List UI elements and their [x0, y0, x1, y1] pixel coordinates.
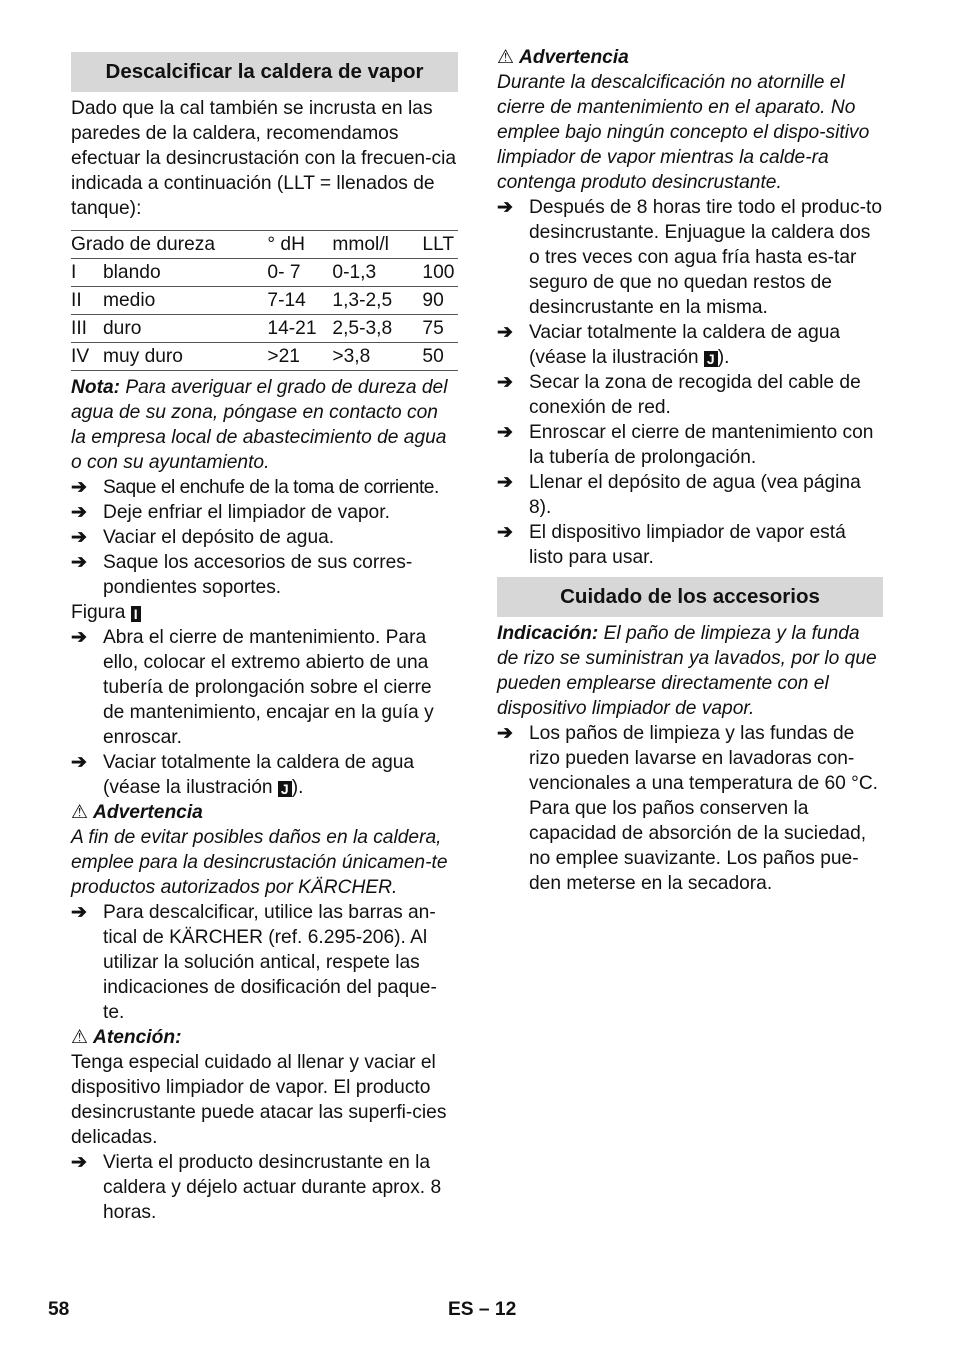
- section-heading-accessories: Cuidado de los accesorios: [497, 577, 883, 617]
- step-text: Llenar el depósito de agua (vea página 8).: [529, 472, 861, 518]
- hardness-table: [71, 230, 458, 371]
- warning-heading: [71, 800, 458, 825]
- step-text: Vaciar totalmente la caldera de agua (véase la ilustración: [529, 322, 841, 368]
- table-cell: >21: [267, 343, 332, 371]
- header-grado: Grado de dureza: [71, 231, 267, 259]
- arrow-icon: ➔: [497, 472, 514, 493]
- table-cell: 90: [422, 287, 458, 315]
- table-cell: >3,8: [332, 343, 422, 371]
- warning-icon: ⚠: [497, 47, 515, 68]
- step-text: Saque el enchufe de la toma de corriente.: [103, 477, 439, 498]
- arrow-icon: ➔: [497, 723, 514, 744]
- arrow-icon: ➔: [497, 422, 514, 443]
- table-row: [71, 259, 458, 287]
- table-header-row: [71, 231, 458, 259]
- list-item: [71, 500, 458, 525]
- table-cell: 50: [422, 343, 458, 371]
- list-item: [71, 475, 458, 500]
- arrow-icon: ➔: [71, 502, 88, 523]
- table-row: [71, 315, 458, 343]
- figura-line: [71, 600, 458, 625]
- table-cell: blando: [103, 259, 267, 287]
- arrow-icon: ➔: [71, 1152, 88, 1173]
- table-cell: medio: [103, 287, 267, 315]
- list-item: [497, 370, 883, 420]
- header-mmol: mmol/l: [332, 231, 422, 259]
- step-text: Para descalcificar, utilice las barras an-tical de KÄRCHER (ref. 6.295-206). Al utilizar la solución antical, respete las indicaciones de dosificación del paque-te.: [103, 902, 437, 1023]
- list-item: [497, 721, 883, 896]
- warning-text: A fin de evitar posibles daños en la caldera, emplee para la desincrustación únicamen-te productos autorizados por KÄRCHER.: [71, 827, 448, 898]
- step-text: Después de 8 horas tire todo el produc-to desincrustante. Enjuague la caldera dos o tres veces con agua fría hasta es-tar seguro de que no quedan restos de desincrustante en la misma.: [529, 197, 883, 318]
- step-text: Enroscar el cierre de mantenimiento con la tubería de prolongación.: [529, 422, 874, 468]
- attention-text: Tenga especial cuidado al llenar y vaciar el dispositivo limpiador de vapor. El producto desincrustante puede atacar las superfi-cies delicadas.: [71, 1052, 447, 1148]
- attention-title: Atención:: [93, 1027, 182, 1048]
- table-row: [71, 287, 458, 315]
- table-cell: II: [71, 287, 103, 315]
- step-text: Vaciar el depósito de agua.: [103, 527, 335, 548]
- indicacion-paragraph: [497, 621, 883, 721]
- arrow-icon: ➔: [497, 372, 514, 393]
- list-item: [71, 1150, 458, 1225]
- list-item: [497, 195, 883, 320]
- arrow-icon: ➔: [497, 322, 514, 343]
- list-item: [71, 750, 458, 800]
- list-item: [497, 470, 883, 520]
- table-row: [71, 343, 458, 371]
- table-cell: 0- 7: [267, 259, 332, 287]
- table-cell: 75: [422, 315, 458, 343]
- step-text: Secar la zona de recogida del cable de conexión de red.: [529, 372, 861, 418]
- step-text: Los paños de limpieza y las fundas de rizo pueden lavarse en lavadoras con-vencionales a una temperatura de 60 °C. Para que los paños conserven la capacidad de absorción de la suciedad, no emplee suavizante. Los paños pue-den meterse en la secadora.: [529, 723, 879, 894]
- list-item: [497, 520, 883, 570]
- warning-title: Advertencia: [519, 47, 629, 68]
- warning-icon: ⚠: [71, 802, 89, 823]
- step-text: Abra el cierre de mantenimiento. Para ello, colocar el extremo abierto de una tubería de prolongación sobre el cierre de mantenimiento, encajar en la guía y enroscar.: [103, 627, 434, 748]
- table-cell: duro: [103, 315, 267, 343]
- list-item: [497, 320, 883, 370]
- attention-heading: [71, 1025, 458, 1050]
- list-item: [497, 420, 883, 470]
- arrow-icon: ➔: [71, 902, 88, 923]
- step-text: El dispositivo limpiador de vapor está listo para usar.: [529, 522, 846, 568]
- arrow-icon: ➔: [497, 197, 514, 218]
- list-item: [71, 900, 458, 1025]
- header-dh: ° dH: [267, 231, 332, 259]
- table-cell: III: [71, 315, 103, 343]
- figura-label: Figura: [71, 602, 126, 623]
- figure-ref-badge: J: [278, 781, 292, 797]
- step-text: Deje enfriar el limpiador de vapor.: [103, 502, 390, 523]
- section-footer: ES – 12: [448, 1299, 517, 1320]
- step-text-end: ).: [291, 777, 304, 798]
- nota-text: Para averiguar el grado de dureza del agua de su zona, póngase en contacto con la empresa local de abastecimiento de agua o con su ayuntamiento.: [71, 377, 448, 473]
- step-text-end: ).: [717, 347, 730, 368]
- arrow-icon: ➔: [497, 522, 514, 543]
- indicacion-text: El paño de limpieza y la funda de rizo se suministran ya lavados, por lo que pueden emplearse directamente con el dispositivo limpiador de vapor.: [497, 623, 877, 719]
- step-text: Vierta el producto desincrustante en la caldera y déjelo actuar durante aprox. 8 horas.: [103, 1152, 442, 1223]
- table-cell: IV: [71, 343, 103, 371]
- list-item: [71, 525, 458, 550]
- table-cell: 7-14: [267, 287, 332, 315]
- arrow-icon: ➔: [71, 477, 88, 498]
- table-cell: 1,3-2,5: [332, 287, 422, 315]
- step-text: Vaciar totalmente la caldera de agua (véase la ilustración: [103, 752, 415, 798]
- left-column: [71, 52, 458, 1225]
- nota-label: Nota:: [71, 377, 121, 398]
- table-cell: 2,5-3,8: [332, 315, 422, 343]
- indicacion-label: Indicación:: [497, 623, 599, 644]
- list-item: [71, 625, 458, 750]
- step-text: Saque los accesorios de sus corres-pondientes soportes.: [103, 552, 413, 598]
- table-cell: muy duro: [103, 343, 267, 371]
- right-column: [497, 45, 883, 896]
- warning-text: Durante la descalcificación no atornille el cierre de mantenimiento en el aparato. No emplee bajo ningún concepto el dispo-sitivo limpiador de vapor mientras la calde-ra contenga produto desincrustante.: [497, 72, 870, 193]
- warning-icon: ⚠: [71, 1027, 89, 1048]
- warning-heading: [497, 45, 883, 70]
- table-cell: 100: [422, 259, 458, 287]
- arrow-icon: ➔: [71, 627, 88, 648]
- table-cell: I: [71, 259, 103, 287]
- figure-ref-badge: I: [131, 606, 141, 622]
- arrow-icon: ➔: [71, 527, 88, 548]
- list-item: [71, 550, 458, 600]
- table-cell: 14-21: [267, 315, 332, 343]
- header-llt: LLT: [422, 231, 458, 259]
- intro-paragraph: Dado que la cal también se incrusta en las paredes de la caldera, recomendamos efectuar la desincrustación con la frecuen-cia indicada a continuación (LLT = llenados de tanque):: [71, 98, 457, 219]
- table-cell: 0-1,3: [332, 259, 422, 287]
- arrow-icon: ➔: [71, 552, 88, 573]
- nota-paragraph: [71, 375, 458, 475]
- section-heading-descaling: Descalcificar la caldera de vapor: [71, 52, 458, 92]
- arrow-icon: ➔: [71, 752, 88, 773]
- figure-ref-badge: J: [704, 351, 718, 367]
- page-number: 58: [48, 1299, 70, 1320]
- warning-title: Advertencia: [93, 802, 203, 823]
